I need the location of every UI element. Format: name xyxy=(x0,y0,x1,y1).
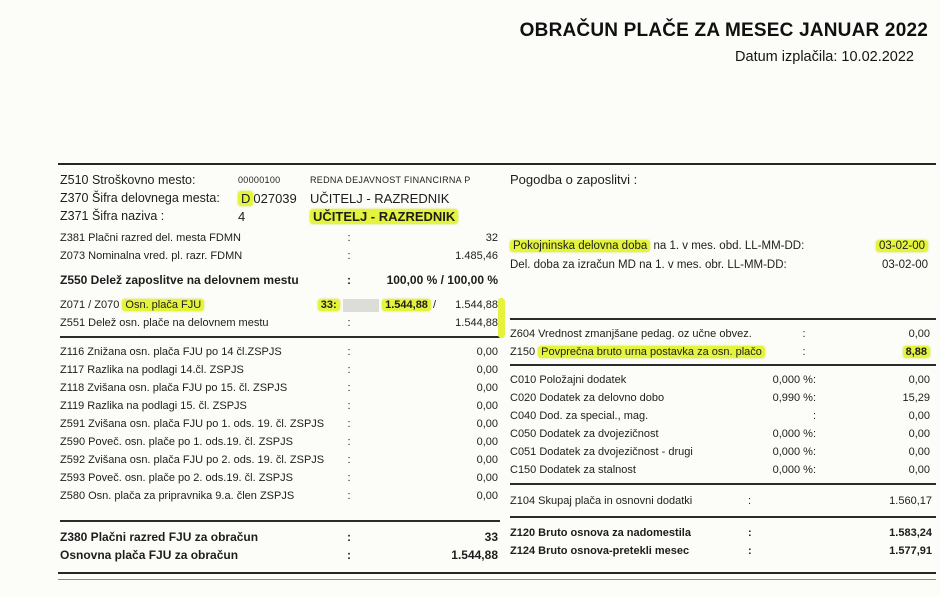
row-z580 xyxy=(60,487,500,505)
row-z150 xyxy=(510,343,936,361)
z150-label xyxy=(510,346,798,358)
z120-label: Z120 Bruto osnova za nadomestila xyxy=(510,527,691,539)
z073-value: 1.485,46 xyxy=(455,250,498,262)
table-bottom-rule xyxy=(58,572,936,574)
row-z104 xyxy=(510,492,936,510)
md-service-value: 03-02-00 xyxy=(881,258,928,271)
c020-value: 15,29 xyxy=(902,392,930,404)
c050-label: C050 Dodatek za dvojezičnost xyxy=(510,428,659,440)
row-z071 xyxy=(60,296,500,314)
c010-percent: 0,000 %: xyxy=(772,374,816,386)
osnovna-placa-value: 1.544,88 xyxy=(451,548,498,562)
c040-label: C040 Dod. za special., mag. xyxy=(510,410,649,422)
z371-code: Z371 Šifra naziva : xyxy=(60,209,165,223)
z150-value xyxy=(810,346,936,358)
z071-code: Z071 / Z070 xyxy=(60,299,120,311)
z550-colon: : xyxy=(347,273,351,287)
c010-value: 0,00 xyxy=(908,374,930,386)
row-z590 xyxy=(60,433,500,451)
row-z592 xyxy=(60,451,500,469)
payout-date: Datum izplačila: 10.02.2022 xyxy=(735,49,914,65)
z510-cost-center-name: REDNA DEJAVNOST FINANCIRNA P xyxy=(310,175,471,185)
row-z073 xyxy=(60,247,500,265)
c050-percent: 0,000 %: xyxy=(772,428,816,440)
z118-value: 0,00 xyxy=(476,382,498,394)
row-z380 xyxy=(60,528,500,546)
z370-code: Z370 Šifra delovnega mesta: xyxy=(60,191,220,205)
row-z118 xyxy=(60,379,500,397)
c051-value: 0,00 xyxy=(908,446,930,458)
row-c040 xyxy=(510,407,936,425)
left-totals-divider xyxy=(60,520,500,522)
z104-colon: : xyxy=(748,495,752,507)
table-bottom-rule-shadow xyxy=(58,579,936,580)
osnovna-placa-colon: : xyxy=(347,548,351,562)
z118-label: Z118 Zvišana osn. plača FJU po 15. čl. ZSPJS xyxy=(60,382,288,394)
z124-value: 1.577,91 xyxy=(889,545,932,557)
z150-label-highlight: Povprečna bruto urna postavka za osn. plačo xyxy=(538,346,765,358)
z119-value: 0,00 xyxy=(476,400,498,412)
z117-value: 0,00 xyxy=(476,364,498,376)
row-c150 xyxy=(510,461,936,479)
left-column xyxy=(60,171,500,564)
z590-colon: : xyxy=(347,436,351,448)
z150-code: Z150 xyxy=(510,346,539,358)
z550-value: 100,00 % / 100,00 % xyxy=(386,273,498,287)
z380-label: Z380 Plačni razred FJU za obračun xyxy=(60,530,259,544)
z580-label: Z580 Osn. plača za pripravnika 9.a. člen ZSPJS xyxy=(60,490,295,502)
row-z124 xyxy=(510,542,936,560)
z592-value: 0,00 xyxy=(476,454,498,466)
z071-label xyxy=(60,299,318,311)
z071-amount2: 1.544,88 xyxy=(455,299,498,311)
row-z120 xyxy=(510,524,936,542)
row-c050 xyxy=(510,425,936,443)
z104-value: 1.560,17 xyxy=(889,495,932,507)
right-section-divider-3 xyxy=(510,483,936,485)
z370-jobtitle: UČITELJ - RAZREDNIK xyxy=(310,190,450,206)
z604-label: Z604 Vrednost zmanjšane pedag. oz učne obvez. xyxy=(510,328,752,340)
z551-value: 1.544,88 xyxy=(455,317,498,329)
z150-colon: : xyxy=(802,346,806,358)
row-md-service xyxy=(510,255,936,274)
row-z371 xyxy=(60,207,500,225)
row-c010 xyxy=(510,371,936,389)
row-z510 xyxy=(60,171,500,189)
c020-percent: 0,990 %: xyxy=(772,392,816,404)
row-z551 xyxy=(60,314,500,332)
employment-contract-title: Pogodba o zaposlitvi : xyxy=(510,172,638,187)
row-c051 xyxy=(510,443,936,461)
row-pension-service xyxy=(510,236,936,255)
z510-cost-center: 00000100 xyxy=(238,175,281,185)
z116-value: 0,00 xyxy=(476,346,498,358)
row-c020 xyxy=(510,389,936,407)
document-title: OBRAČUN PLAČE ZA MESEC JANUAR 2022 xyxy=(519,20,928,41)
z551-label: Z551 Delež osn. plače na delovnem mestu xyxy=(60,317,269,329)
pension-service-value-highlight: 03-02-00 xyxy=(876,240,928,252)
row-z550 xyxy=(60,271,500,289)
z120-colon: : xyxy=(748,527,752,539)
row-osnovna-placa xyxy=(60,546,500,564)
z590-value: 0,00 xyxy=(476,436,498,448)
z124-colon: : xyxy=(748,545,752,557)
z071-label-highlight: Osn. plača FJU xyxy=(122,299,204,311)
right-section-divider-4 xyxy=(510,516,936,518)
z117-label: Z117 Razlika na podlagi 14.čl. ZSPJS xyxy=(60,364,244,376)
z580-colon: : xyxy=(347,490,351,502)
scan-gray-patch xyxy=(343,299,379,312)
z593-label: Z593 Poveč. osn. plače po 2. ods.19. čl. ZSPJS xyxy=(60,472,293,484)
row-z381 xyxy=(60,229,500,247)
z071-amount-highlight: 1.544,88 xyxy=(382,299,431,311)
row-z591 xyxy=(60,415,500,433)
z073-colon: : xyxy=(347,250,351,262)
z104-label: Z104 Skupaj plača in osnovni dodatki xyxy=(510,495,693,507)
z381-value: 32 xyxy=(485,232,498,244)
pension-service-highlight: Pokojninska delovna doba xyxy=(510,240,650,252)
z591-label: Z591 Zvišana osn. plača FJU po 1. ods. 19. čl. ZSPJS xyxy=(60,418,325,430)
z117-colon: : xyxy=(347,364,351,376)
row-z370 xyxy=(60,189,500,207)
z591-value: 0,00 xyxy=(476,418,498,430)
table-top-rule xyxy=(58,163,936,165)
row-z119 xyxy=(60,397,500,415)
row-z116 xyxy=(60,343,500,361)
z116-label: Z116 Znižana osn. plača FJU po 14 čl.ZSPJS xyxy=(60,346,282,358)
c150-value: 0,00 xyxy=(908,464,930,476)
z592-colon: : xyxy=(347,454,351,466)
pension-service-value xyxy=(846,240,936,252)
z150-value-highlight: 8,88 xyxy=(903,346,930,358)
z073-label: Z073 Nominalna vred. pl. razr. FDMN xyxy=(60,250,243,262)
z124-label: Z124 Bruto osnova-pretekli mesec xyxy=(510,545,690,557)
c051-label: C051 Dodatek za dvojezičnost - drugi xyxy=(510,446,693,458)
c150-label: C150 Dodatek za stalnost xyxy=(510,464,636,476)
z370-jobcode-rest: 027039 xyxy=(253,190,297,206)
row-z593 xyxy=(60,469,500,487)
z551-colon: : xyxy=(347,317,351,329)
right-section-divider-2 xyxy=(510,364,936,366)
c010-label: C010 Položajni dodatek xyxy=(510,374,627,386)
z371-titlename-highlight: UČITELJ - RAZREDNIK xyxy=(310,209,458,224)
z550-label: Z550 Delež zaposlitve na delovnem mestu xyxy=(60,273,299,287)
c020-label: C020 Dodatek za delovno dobo xyxy=(510,392,665,404)
c050-value: 0,00 xyxy=(908,428,930,440)
highlighter-edge-mark xyxy=(498,298,505,338)
z590-label: Z590 Poveč. osn. plače po 1. ods.19. čl. ZSPJS xyxy=(60,436,293,448)
z371-titlecode: 4 xyxy=(238,208,246,224)
z371-titlename xyxy=(310,209,500,224)
pension-service-label-rest: na 1. v mes. obd. LL-MM-DD: xyxy=(650,239,805,252)
z116-colon: : xyxy=(347,346,351,358)
right-column xyxy=(510,172,936,560)
c051-percent: 0,000 %: xyxy=(772,446,816,458)
left-section-divider xyxy=(60,336,500,338)
z381-colon: : xyxy=(347,232,351,244)
z593-value: 0,00 xyxy=(476,472,498,484)
row-z604 xyxy=(510,325,936,343)
z580-value: 0,00 xyxy=(476,490,498,502)
z510-code: Z510 Stroškovno mesto: xyxy=(60,173,196,187)
md-service-label: Del. doba za izračun MD na 1. v mes. obr. LL-MM-DD: xyxy=(510,258,787,271)
c040-percent: : xyxy=(812,410,816,422)
row-z117 xyxy=(60,361,500,379)
z380-value: 33 xyxy=(484,530,498,544)
osnovna-placa-label: Osnovna plača FJU za obračun xyxy=(60,548,239,562)
z380-colon: : xyxy=(347,530,351,544)
z071-class-highlight: 33: xyxy=(318,299,340,311)
z381-label: Z381 Plačni razred del. mesta FDMN xyxy=(60,232,241,244)
z604-value: 0,00 xyxy=(908,328,930,340)
z593-colon: : xyxy=(347,472,351,484)
pension-service-label xyxy=(510,240,846,252)
z370-jobcode-highlight: D xyxy=(238,191,253,206)
c150-percent: 0,000 %: xyxy=(772,464,816,476)
right-section-divider-1 xyxy=(510,318,936,320)
z592-label: Z592 Zvišana osn. plača FJU po 2. ods. 19. čl. ZSPJS xyxy=(60,454,325,466)
z604-colon: : xyxy=(802,328,806,340)
z591-colon: : xyxy=(347,418,351,430)
z118-colon: : xyxy=(347,382,351,394)
z119-label: Z119 Razlika na podlagi 15. čl. ZSPJS xyxy=(60,400,247,412)
z119-colon: : xyxy=(347,400,351,412)
c040-value: 0,00 xyxy=(908,410,930,422)
z120-value: 1.583,24 xyxy=(889,527,932,539)
z370-jobcode xyxy=(238,191,310,206)
z071-slash: / xyxy=(432,299,436,311)
